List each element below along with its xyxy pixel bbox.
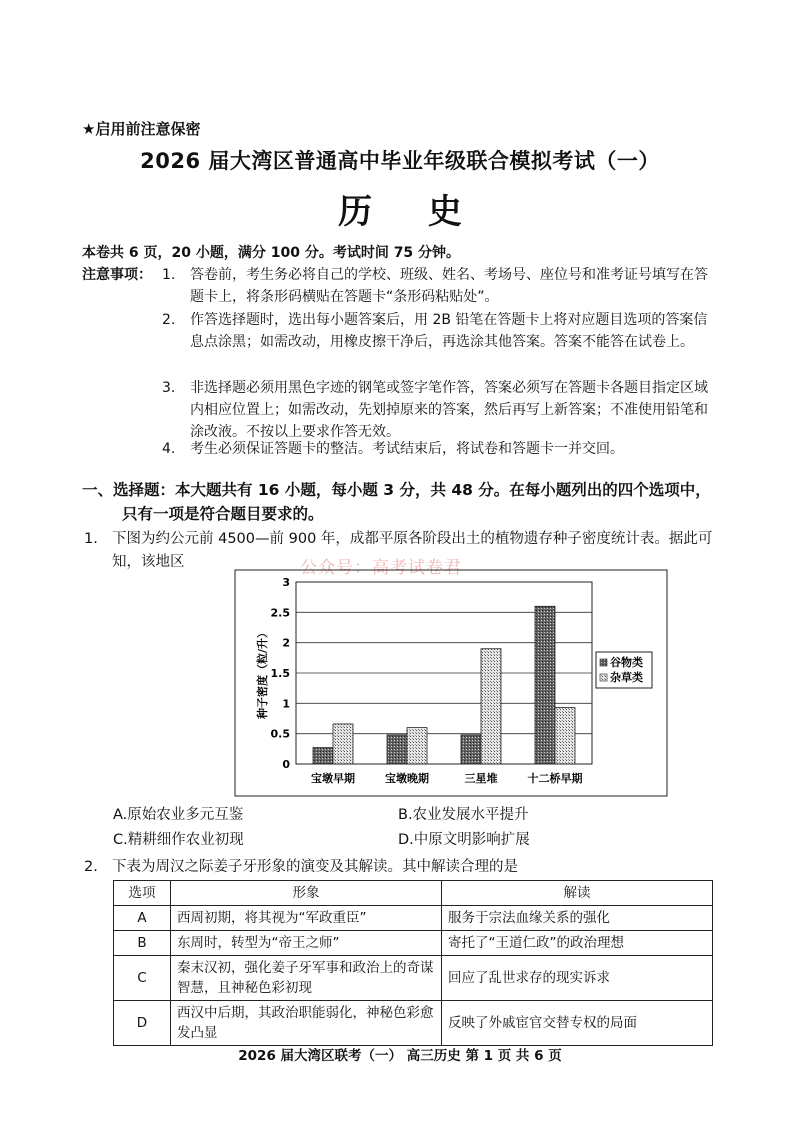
note-text: 作答选择题时，选出每小题答案后，用 2B 铅笔在答题卡上将对应题目选项的答案信息点涂黑；如需改动，用橡皮擦干净后，再选涂其他答案。答案不能答在试卷上。 — [190, 312, 708, 350]
seed-density-chart — [230, 568, 670, 798]
subject-title: 历 史 — [338, 192, 484, 232]
legend-swatch-weed — [600, 674, 607, 681]
bar-weed — [407, 728, 427, 764]
x-tick-label: 十二桥早期 — [527, 772, 583, 785]
note-item-2 — [162, 309, 714, 353]
table-row — [114, 956, 713, 1001]
bar-grain — [461, 735, 481, 764]
note-number: 2. — [162, 312, 176, 328]
note-number: 4. — [162, 441, 176, 457]
x-tick-label: 三星堆 — [464, 772, 498, 785]
table-cell: 西周初期，将其视为“军政重臣” — [171, 906, 442, 931]
table-cell: C — [114, 956, 171, 1001]
question-stem: 下图为约公元前 4500—前 900 年，成都平原各阶段出土的植物遗存种子密度统计表。据此可知，该地区 — [112, 531, 713, 570]
watermark: 公众号：高考试卷君 — [300, 558, 462, 578]
y-axis-label: 种子密度（粒/升） — [256, 626, 269, 720]
legend-label-grain: 谷物类 — [610, 656, 643, 669]
table-cell: 回应了乱世求存的现实诉求 — [442, 956, 713, 1001]
note-text: 考生必须保证答题卡的整洁。考试结束后，将试卷和答题卡一并交回。 — [190, 441, 624, 457]
table-header: 选项 — [114, 881, 171, 906]
section-heading — [82, 478, 722, 526]
confidential-mark: ★启用前注意保密 — [82, 120, 201, 138]
y-tick-label: 2 — [282, 636, 290, 650]
x-tick-label: 宝墩晚期 — [385, 772, 429, 785]
note-text: 答卷前，考生务必将自己的学校、班级、姓名、考场号、座位号和准考证号填写在答题卡上，将条形码横贴在答题卡“条形码粘贴处”。 — [190, 267, 708, 305]
table-cell: 西汉中后期，其政治职能弱化，神秘色彩愈发凸显 — [171, 1001, 442, 1046]
table-cell: 寄托了“王道仁政”的政治理想 — [442, 931, 713, 956]
table-cell: B — [114, 931, 171, 956]
bar-weed — [333, 724, 353, 764]
table-row — [114, 1001, 713, 1046]
table-row — [114, 906, 713, 931]
question-number: 2. — [84, 859, 98, 875]
table-cell: D — [114, 1001, 171, 1046]
bar-grain — [387, 735, 407, 764]
note-number: 3. — [162, 380, 176, 396]
section-heading-line1: 一、选择题：本大题共有 16 小题，每小题 3 分，共 48 分。在每小题列出的四个选项中， — [82, 481, 711, 499]
note-item-4 — [162, 438, 714, 460]
table-header: 解读 — [442, 881, 713, 906]
bar-grain — [535, 606, 555, 764]
q1-option-d: D.中原文明影响扩展 — [398, 832, 530, 848]
bar-weed — [481, 649, 501, 764]
table-header-row — [114, 881, 713, 906]
question-2 — [84, 856, 724, 879]
table-cell: 服务于宗法血缘关系的强化 — [442, 906, 713, 931]
y-tick-label: 0.5 — [270, 727, 290, 741]
q1-option-b: B.农业发展水平提升 — [398, 807, 529, 823]
bar-grain — [313, 748, 333, 764]
y-tick-label: 2.5 — [270, 606, 290, 620]
exam-info: 本卷共 6 页，20 小题，满分 100 分。考试时间 75 分钟。 — [82, 245, 461, 261]
table-row — [114, 931, 713, 956]
section-heading-line2: 只有一项是符合题目要求的。 — [122, 505, 324, 523]
question-stem: 下表为周汉之际姜子牙形象的演变及其解读。其中解读合理的是 — [112, 859, 518, 875]
x-tick-label: 宝墩早期 — [311, 772, 355, 785]
q2-table — [113, 880, 713, 1046]
y-tick-label: 1 — [282, 697, 290, 711]
question-number: 1. — [84, 531, 98, 547]
q1-option-c: C.精耕细作农业初现 — [113, 832, 244, 848]
legend-swatch-grain — [600, 659, 607, 666]
legend — [596, 652, 652, 688]
bar-weed — [555, 708, 575, 764]
note-number: 1. — [162, 267, 176, 283]
table-cell: 秦末汉初，强化姜子牙军事和政治上的奇谋智慧，且神秘色彩初现 — [171, 956, 442, 1001]
legend-label-weed: 杂草类 — [610, 671, 643, 684]
notes-label: 注意事项： — [82, 267, 152, 283]
exam-title: 2026 届大湾区普通高中毕业年级联合模拟考试（一） — [140, 149, 660, 173]
y-tick-label: 0 — [282, 758, 290, 771]
table-cell: 反映了外戚宦官交替专权的局面 — [442, 1001, 713, 1046]
table-cell: A — [114, 906, 171, 931]
q1-option-a: A.原始农业多元互鉴 — [113, 807, 244, 823]
page-footer: 2026 届大湾区联考（一） 高三历史 第 1 页 共 6 页 — [238, 1048, 562, 1064]
note-text: 非选择题必须用黑色字迹的钢笔或签字笔作答，答案必须写在答题卡各题目指定区域内相应位置上；如需改动，先划掉原来的答案，然后再写上新答案；不准使用铅笔和涂改液。不按以上要求作答无效。 — [190, 380, 708, 440]
y-tick-label: 3 — [282, 576, 290, 589]
note-item-3 — [162, 377, 714, 443]
table-header: 形象 — [171, 881, 442, 906]
note-item-1 — [162, 264, 714, 308]
table-cell: 东周时，转型为“帝王之师” — [171, 931, 442, 956]
y-tick-label: 1.5 — [270, 667, 290, 680]
